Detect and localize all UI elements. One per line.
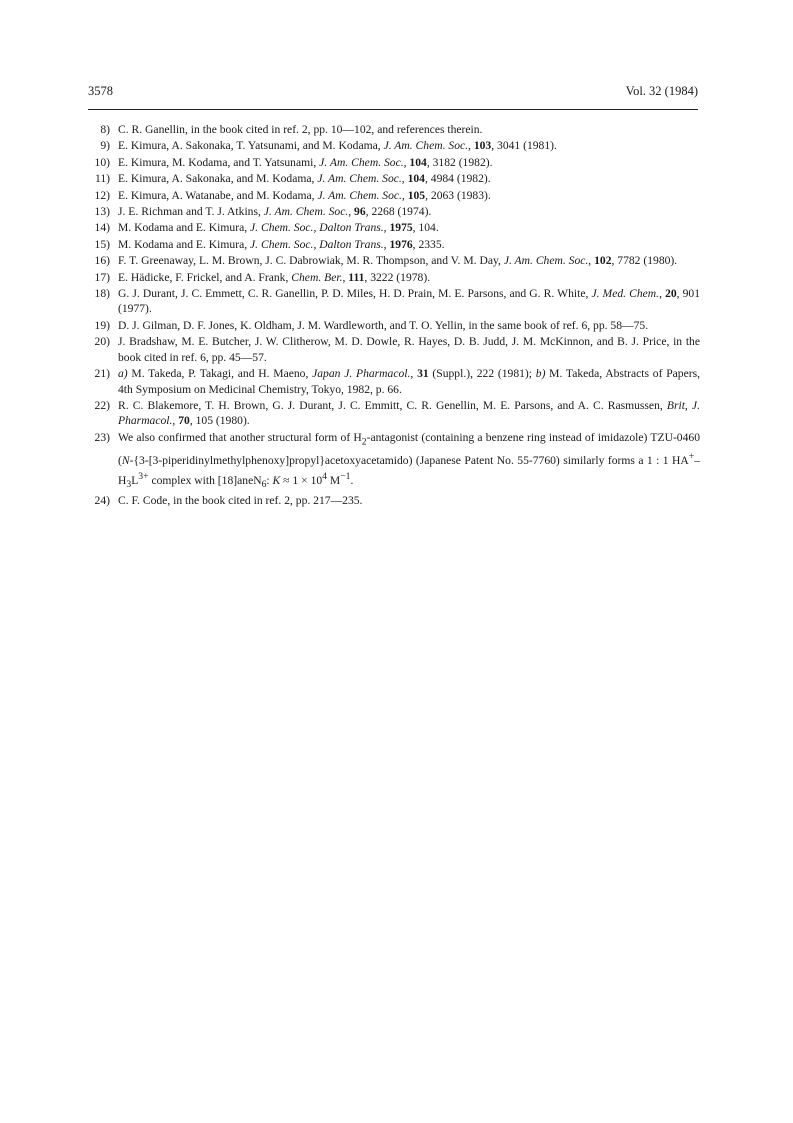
reference-text-run: , 4984 (1982).	[424, 172, 491, 186]
reference-number: 23)	[94, 430, 110, 444]
reference-text-run: 2	[361, 436, 367, 448]
reference-text-run: ,	[403, 155, 410, 169]
reference-item	[88, 138, 700, 153]
reference-number: 9)	[100, 139, 110, 153]
reference-text-run: Japan J. Pharmacol.	[312, 367, 411, 381]
reference-number: 11)	[94, 172, 110, 186]
reference-text-run: 104	[409, 155, 427, 169]
reference-text-run: C. F. Code, in the book cited in ref. 2, pp. 217—235.	[118, 494, 363, 508]
reference-number: 15)	[94, 237, 110, 251]
reference-text-run: M. Kodama and E. Kimura,	[118, 221, 251, 235]
reference-text-run: , 104.	[412, 221, 439, 235]
reference-text-run: ,	[588, 254, 595, 268]
reference-text	[118, 122, 700, 137]
reference-text-run: 105	[407, 188, 426, 202]
reference-text-run: a)	[118, 367, 128, 381]
reference-text	[118, 220, 700, 235]
reference-text-run: E. Kimura, M. Kodama, and T. Yatsunami,	[118, 155, 320, 169]
reference-number: 12)	[94, 188, 110, 202]
reference-text	[118, 237, 700, 252]
reference-text	[118, 138, 700, 153]
reference-text	[118, 171, 700, 186]
reference-text-run: D. J. Gilman, D. F. Jones, K. Oldham, J. M. Wardleworth, and T. O. Yellin, in the same book of ref. 6, pp. 58—75.	[118, 318, 649, 332]
reference-text-run: M	[327, 473, 341, 487]
reference-number: 18)	[94, 287, 110, 301]
reference-text-run: ,	[659, 287, 666, 301]
reference-number: 8)	[100, 123, 110, 136]
reference-text-run: ,	[348, 205, 355, 219]
reference-text-run: J. Am. Chem. Soc.	[383, 139, 469, 153]
reference-text-run: J. Am. Chem. Soc.	[319, 155, 404, 169]
reference-text-run: ≈ 1 × 10	[280, 473, 323, 487]
reference-text-run: J. E. Richman and T. J. Atkins,	[118, 205, 264, 219]
reference-text-run: ,	[401, 172, 408, 186]
reference-text-run: 1975	[389, 221, 413, 235]
reference-item	[88, 318, 700, 333]
reference-text-run: C. R. Ganellin, in the book cited in ref. 2, pp. 10—102, and references therein.	[118, 123, 483, 136]
reference-text-run: .	[350, 473, 354, 487]
reference-text-run: L	[131, 473, 139, 487]
reference-text-run: , 3182 (1982).	[426, 155, 493, 169]
reference-text-run: –H	[118, 454, 700, 487]
reference-text-run: 111	[348, 270, 365, 284]
reference-item	[88, 430, 700, 493]
reference-text	[118, 366, 700, 397]
reference-text	[118, 253, 700, 268]
reference-number: 20)	[94, 335, 110, 349]
reference-text-run: +	[688, 451, 695, 463]
reference-text-run: ,	[468, 139, 474, 153]
reference-text	[118, 398, 700, 429]
reference-text-run: ,	[342, 270, 349, 284]
reference-item	[88, 286, 700, 317]
reference-text	[118, 270, 700, 285]
reference-text	[118, 286, 700, 317]
reference-number: 16)	[94, 254, 110, 268]
reference-number: 13)	[94, 205, 110, 219]
reference-text-run: M. Kodama and E. Kimura,	[118, 237, 251, 251]
reference-text	[118, 155, 700, 170]
reference-item	[88, 220, 700, 235]
reference-text-run: We also confirmed that another structural form of H	[118, 430, 362, 444]
reference-item	[88, 204, 700, 219]
reference-text-run: ,	[401, 188, 408, 202]
reference-text-run: J. Am. Chem. Soc.	[317, 172, 402, 186]
reference-text-run: J. Med. Chem.	[591, 287, 660, 301]
reference-number: 21)	[94, 367, 110, 381]
reference-item	[88, 493, 700, 508]
reference-text-run: K	[272, 473, 281, 487]
volume-label: Vol. 32 (1984)	[625, 84, 698, 98]
reference-text-run: Chem. Ber.	[291, 270, 343, 284]
reference-text	[118, 204, 700, 219]
reference-text-run: Brit, J. Pharmacol.	[118, 398, 700, 428]
reference-text-run: , 3222 (1978).	[364, 270, 431, 284]
reference-item	[88, 270, 700, 285]
reference-text-run: J. Bradshaw, M. E. Butcher, J. W. Clitherow, M. D. Dowle, R. Hayes, D. B. Judd, J. M. McKinnon, and B. J. Price, in the book cited in ref. 6, pp. 45—57.	[118, 335, 700, 364]
reference-number: 19)	[94, 318, 110, 332]
reference-item	[88, 334, 700, 365]
reference-text-run: 20	[665, 287, 677, 301]
reference-text-run: , 7782 (1980).	[611, 254, 678, 268]
reference-text-run: ,	[383, 237, 390, 251]
reference-text-run: 1976	[389, 237, 413, 251]
reference-item	[88, 171, 700, 186]
reference-text-run: ,	[383, 221, 390, 235]
reference-number: 10)	[94, 155, 110, 169]
reference-item	[88, 122, 700, 137]
reference-number: 17)	[94, 270, 110, 284]
page-number: 3578	[88, 84, 113, 98]
reference-text	[118, 430, 700, 493]
reference-text-run: F. T. Greenaway, L. M. Brown, J. C. Dabrowiak, M. R. Thompson, and V. M. Day,	[118, 254, 504, 268]
reference-text-run: , 3041 (1981).	[491, 139, 557, 153]
reference-text-run: 103	[473, 139, 492, 153]
reference-text-run: M. Takeda, P. Takagi, and H. Maeno,	[127, 367, 313, 381]
reference-text-run: , 2335.	[412, 237, 445, 251]
reference-text-run: b)	[535, 367, 546, 381]
reference-item	[88, 155, 700, 170]
reference-text-run: 31	[417, 367, 429, 381]
reference-text-run: −1	[340, 470, 351, 482]
reference-text	[118, 334, 700, 365]
reference-text-run: , 901 (1977).	[118, 287, 701, 316]
reference-text-run: 96	[354, 205, 366, 219]
reference-text-run: E. Kimura, A. Sakonaka, and M. Kodama,	[118, 172, 318, 186]
reference-text-run: J. Chem. Soc., Dalton Trans.	[250, 237, 384, 251]
reference-item	[88, 253, 700, 268]
reference-text-run: complex with [18]aneN	[148, 473, 262, 487]
reference-text-run: J. Chem. Soc., Dalton Trans.	[250, 221, 384, 235]
reference-number: 14)	[94, 221, 110, 235]
reference-item	[88, 366, 700, 397]
reference-text-run: , 105 (1980).	[189, 414, 250, 428]
reference-text-run: 70	[178, 414, 190, 428]
reference-item	[88, 398, 700, 429]
reference-text-run: ,	[410, 367, 418, 381]
reference-text-run: 3	[126, 478, 132, 490]
reference-item	[88, 237, 700, 252]
reference-text	[118, 493, 700, 508]
reference-number: 24)	[94, 494, 110, 508]
reference-text-run: E. Kimura, A. Watanabe, and M. Kodama,	[118, 188, 318, 202]
reference-item	[88, 188, 700, 203]
reference-text-run: J. Am. Chem. Soc.	[503, 254, 589, 268]
reference-list	[88, 122, 700, 510]
reference-text-run: :	[266, 473, 273, 487]
reference-text-run: M. Takeda, Abstracts of Papers, 4th Symposium on Medicinal Chemistry, Tokyo, 1982, p. 66.	[118, 367, 700, 396]
reference-text-run: J. Am. Chem. Soc.	[317, 188, 402, 202]
reference-text-run: 3+	[138, 470, 149, 482]
reference-text-run: R. C. Blakemore, T. H. Brown, G. J. Durant, J. C. Emmitt, C. R. Genellin, M. E. Parsons, and A. C. Rasmussen,	[118, 398, 667, 412]
reference-text-run: -antagonist (containing a benzene ring instead of imidazole) TZU-0460 (	[118, 430, 700, 468]
reference-text-run: 102	[594, 254, 612, 268]
reference-text-run: G. J. Durant, J. C. Emmett, C. R. Ganellin, P. D. Miles, H. D. Prain, M. E. Parsons, and G. R. White,	[118, 287, 592, 301]
reference-text-run: J. Am. Chem. Soc.	[263, 205, 349, 219]
reference-text	[118, 188, 700, 203]
reference-text-run: E. Hädicke, F. Frickel, and A. Frank,	[118, 270, 292, 284]
reference-text	[118, 318, 700, 333]
reference-text-run: (Suppl.), 222 (1981);	[428, 367, 536, 381]
reference-number: 22)	[94, 398, 110, 412]
reference-text-run: , 2268 (1974).	[365, 205, 432, 219]
reference-text-run: 4	[322, 470, 327, 482]
reference-text-run: 6	[261, 478, 267, 490]
reference-text-run: , 2063 (1983).	[425, 188, 491, 202]
header-rule	[88, 109, 698, 110]
reference-text-run: -{3-[3-piperidinylmethylphenoxy]propyl}acetoxyacetamido) (Japanese Patent No. 55-7760) similarly forms a 1 : 1 HA	[129, 454, 689, 468]
reference-text-run: E. Kimura, A. Sakonaka, T. Yatsunami, and M. Kodama,	[118, 139, 384, 153]
reference-text-run: ,	[172, 414, 179, 428]
running-header	[88, 84, 698, 104]
reference-text-run: N	[121, 454, 130, 468]
reference-text-run: 104	[407, 172, 425, 186]
